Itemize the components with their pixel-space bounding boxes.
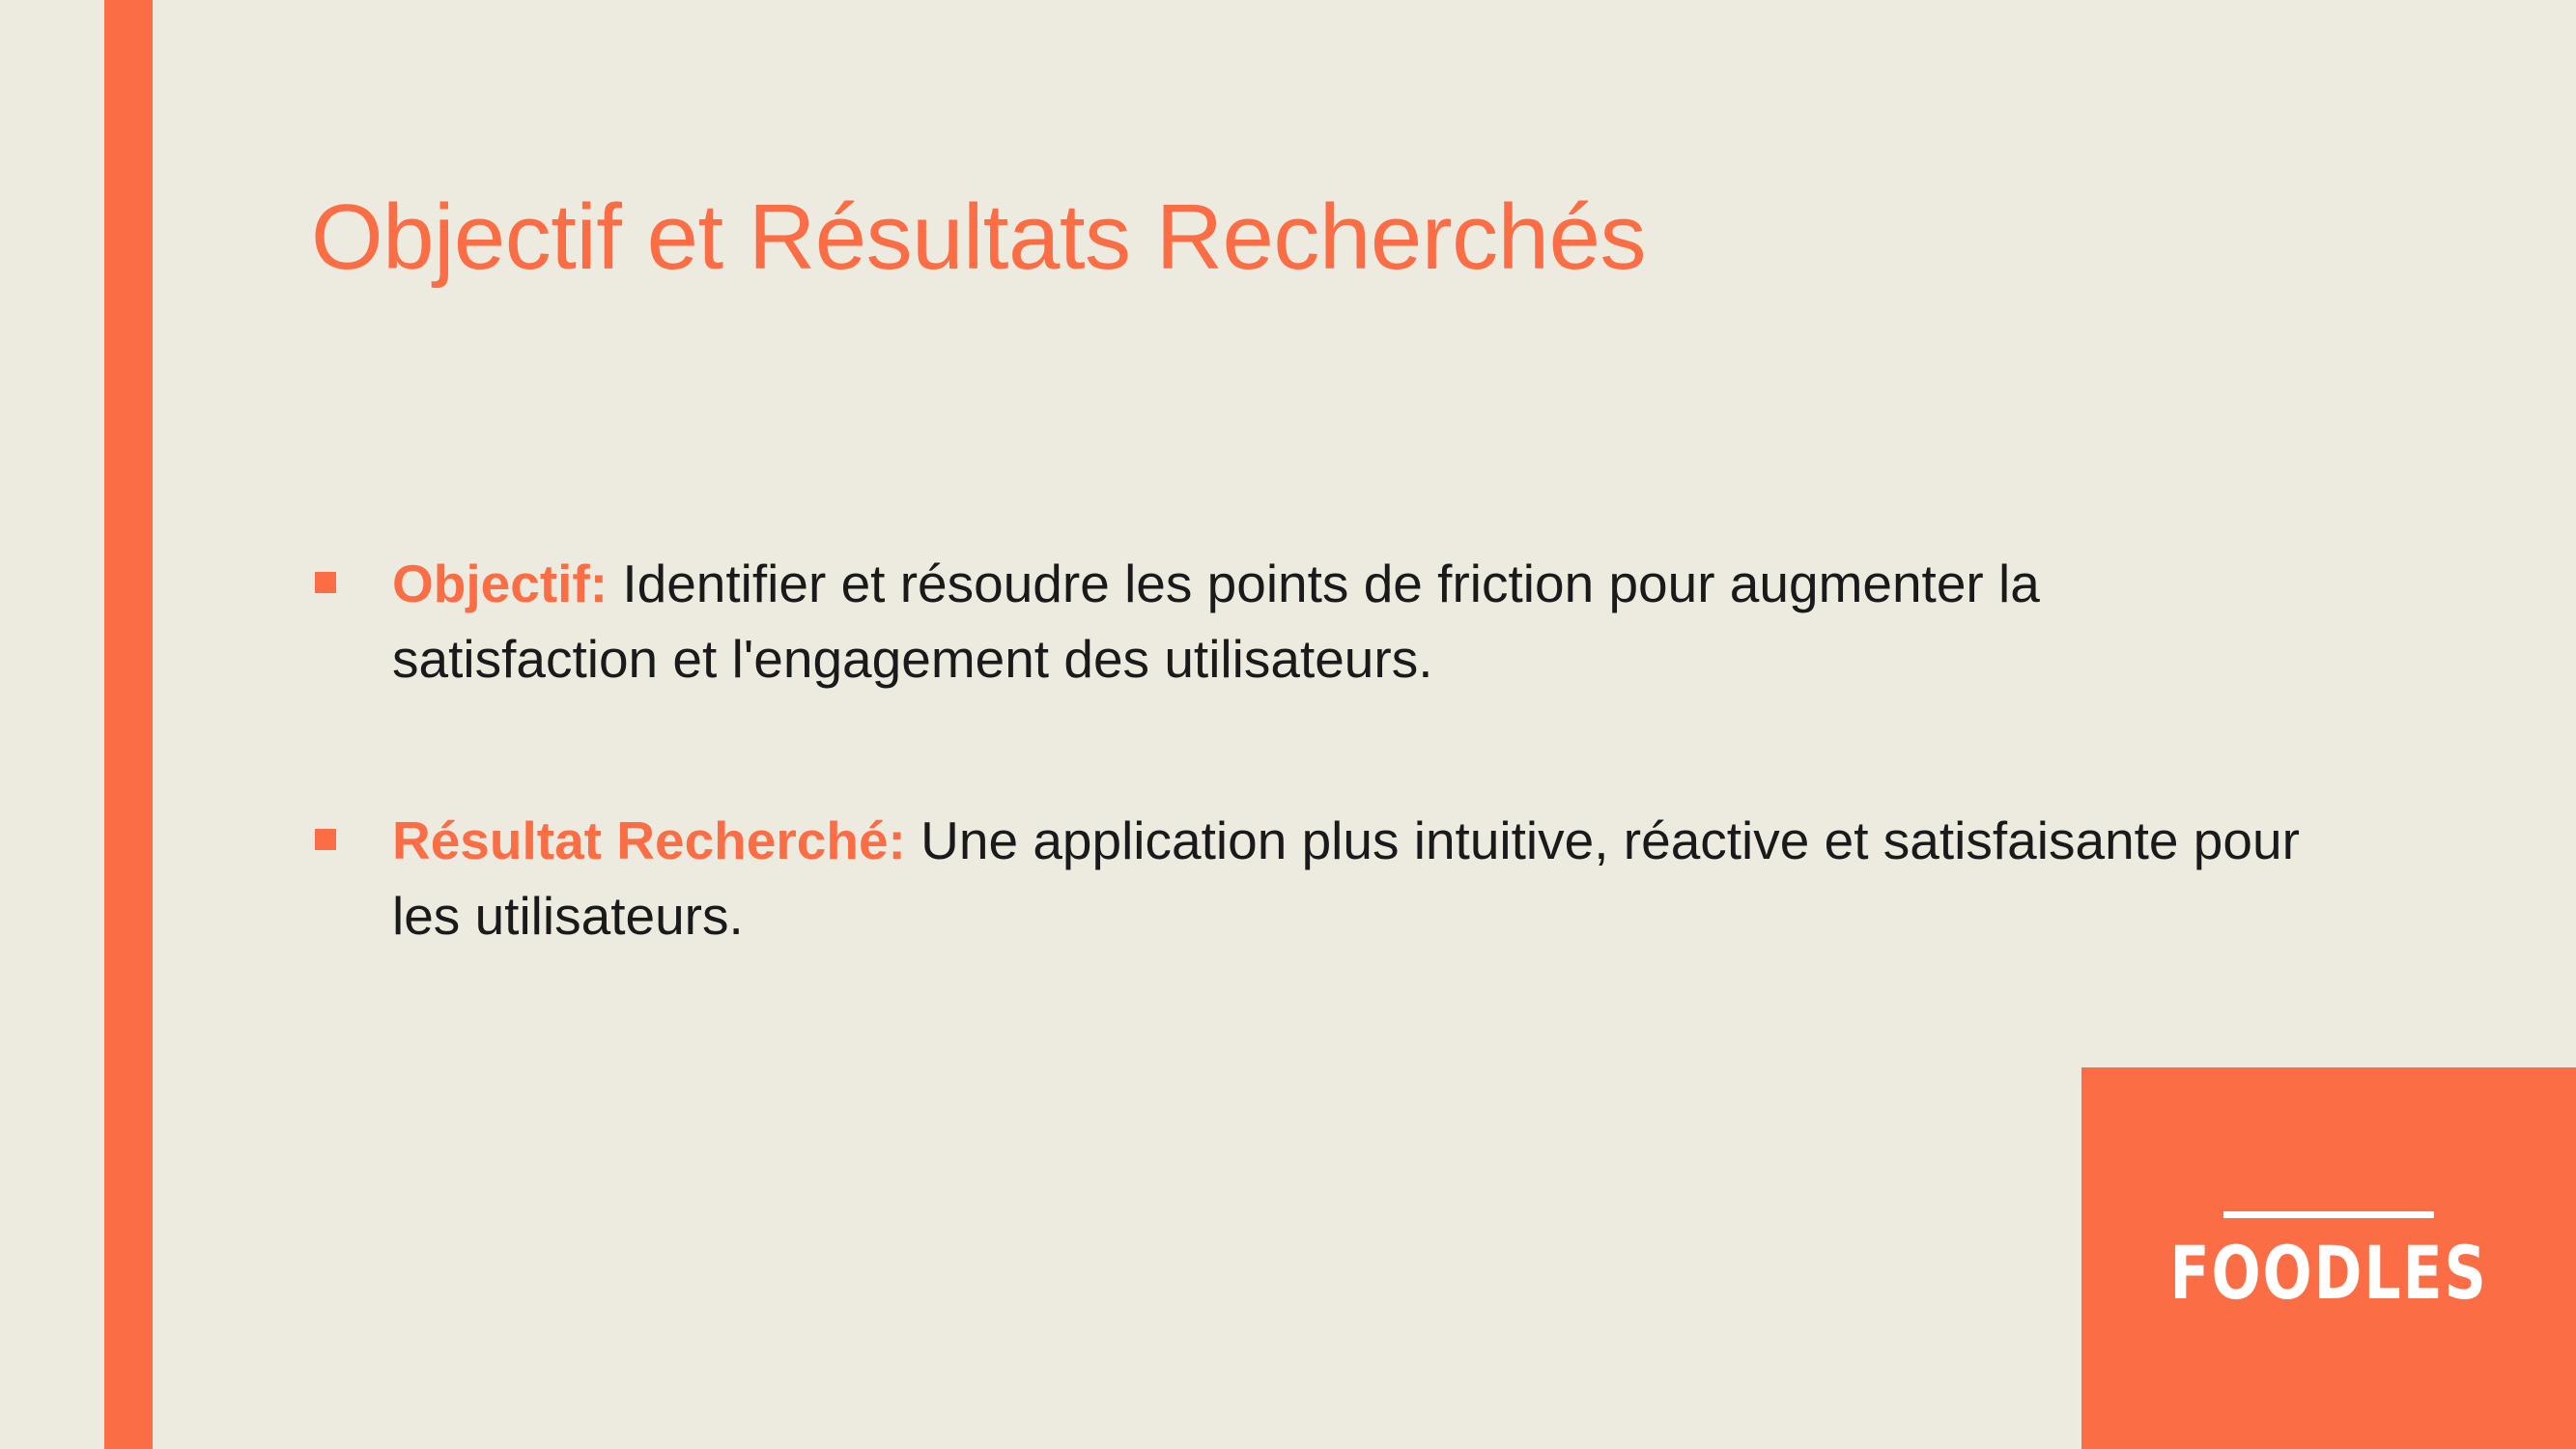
bullet-body-text: Identifier et résoudre les points de friction pour augmenter la satisfaction et l'engagement des utilisateurs. xyxy=(392,554,2040,690)
bullet-text xyxy=(392,546,2301,696)
logo-rule-divider xyxy=(2223,1211,2434,1218)
bullet-lead-label: Résultat Recherché: xyxy=(392,810,906,871)
list-item xyxy=(311,546,2301,696)
square-bullet-icon xyxy=(315,572,336,593)
bullet-list xyxy=(311,493,2301,1007)
logo-wordmark: FOODLES xyxy=(2169,1232,2488,1317)
bullet-body-text: Une application plus intuitive, réactive et satisfaisante pour les utilisateurs. xyxy=(392,810,2300,947)
square-bullet-icon xyxy=(315,829,336,850)
bullet-text xyxy=(392,803,2301,953)
page-title: Objectif et Résultats Recherchés xyxy=(311,185,1646,290)
left-accent-bar xyxy=(104,0,153,1449)
bullet-lead-label: Objectif: xyxy=(392,554,609,613)
foodles-logo xyxy=(2081,1067,2576,1449)
list-item xyxy=(311,803,2301,953)
